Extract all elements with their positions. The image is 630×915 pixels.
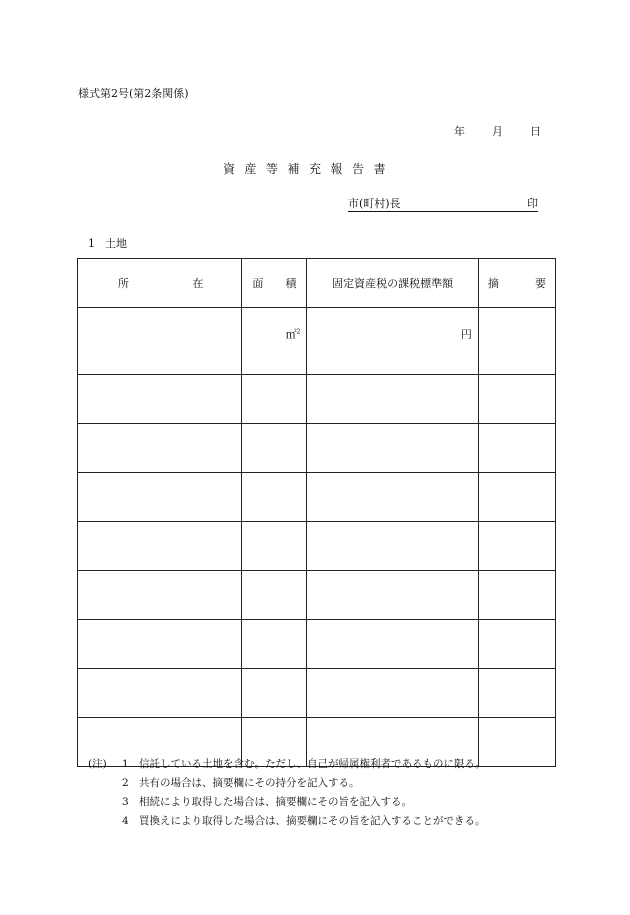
cell-location[interactable]: [78, 669, 242, 718]
cell-tax-value[interactable]: [307, 669, 478, 718]
header-location-char-1: 所: [118, 277, 129, 290]
cell-tax-value[interactable]: [307, 571, 478, 620]
header-location-char-2: 在: [192, 277, 204, 290]
date-year-label: 年: [454, 125, 465, 138]
cell-note[interactable]: [478, 375, 555, 424]
note-text: 共有の場合は、摘要欄にその持分を記入する。: [139, 777, 360, 789]
cell-tax-value[interactable]: [307, 375, 478, 424]
cell-location[interactable]: [78, 308, 242, 375]
cell-tax-value[interactable]: [307, 522, 478, 571]
cell-area[interactable]: [242, 375, 307, 424]
note-label: [88, 774, 122, 793]
notes-block: [88, 755, 486, 831]
note-number: 2: [122, 777, 129, 789]
cell-area[interactable]: [242, 473, 307, 522]
note-text: 相続により取得した場合は、摘要欄にその旨を記入する。: [139, 796, 412, 808]
section-label: 土地: [105, 237, 127, 250]
cell-note[interactable]: [478, 620, 555, 669]
addressee-line: [348, 197, 538, 212]
note-item: [88, 793, 486, 812]
note-number: 3: [122, 796, 129, 808]
cell-location[interactable]: [78, 620, 242, 669]
cell-area[interactable]: [242, 308, 307, 375]
seal-mark: 印: [527, 197, 538, 210]
cell-area[interactable]: [242, 669, 307, 718]
table-row: [78, 473, 556, 522]
header-note-char-1: 摘: [487, 277, 499, 290]
cell-note[interactable]: [478, 473, 555, 522]
table-row: [78, 424, 556, 473]
form-number: 様式第2号(第2条関係): [78, 87, 189, 100]
table-row: [78, 669, 556, 718]
cell-location[interactable]: [78, 522, 242, 571]
cell-location[interactable]: [78, 424, 242, 473]
table-row: [78, 308, 556, 375]
header-note: [478, 259, 555, 308]
date-day-label: 日: [530, 125, 541, 138]
cell-note[interactable]: [478, 571, 555, 620]
note-label: (注): [88, 758, 107, 770]
unit-yen: 円: [460, 328, 472, 341]
cell-tax-value[interactable]: [307, 308, 478, 375]
note-text: 信託している土地を含む。ただし、自己が帰属権利者であるものに限る。: [139, 758, 486, 770]
table-row: [78, 571, 556, 620]
date-month-label: 月: [492, 125, 503, 138]
note-item: [88, 755, 486, 774]
header-area-char-2: 積: [285, 277, 297, 290]
cell-area[interactable]: [242, 522, 307, 571]
note-item: [88, 774, 486, 793]
cell-note[interactable]: [478, 522, 555, 571]
cell-note[interactable]: [478, 669, 555, 718]
cell-location[interactable]: [78, 473, 242, 522]
unit-area: ㎡: [285, 328, 297, 341]
header-note-char-2: 要: [535, 277, 546, 290]
table-row: [78, 522, 556, 571]
note-item: [88, 812, 486, 831]
cell-note[interactable]: [478, 424, 555, 473]
land-table: [77, 258, 556, 767]
header-tax-value: 固定資産税の課税標準額: [307, 259, 478, 308]
cell-area[interactable]: [242, 571, 307, 620]
header-location: [78, 259, 242, 308]
cell-tax-value[interactable]: [307, 620, 478, 669]
table-row: [78, 375, 556, 424]
note-label: [88, 812, 122, 831]
note-label: [88, 793, 122, 812]
table-row: [78, 620, 556, 669]
note-text: 買換えにより取得した場合は、摘要欄にその旨を記入することができる。: [139, 815, 486, 827]
section-heading: [88, 235, 137, 251]
note-number: 1: [122, 758, 129, 770]
cell-area[interactable]: [242, 620, 307, 669]
cell-tax-value[interactable]: [307, 424, 478, 473]
header-area: [242, 259, 307, 308]
unit-area-sup: 2: [296, 328, 301, 336]
cell-note[interactable]: [478, 308, 555, 375]
cell-location[interactable]: [78, 375, 242, 424]
cell-area[interactable]: [242, 424, 307, 473]
header-area-char-1: 面: [252, 277, 264, 290]
cell-tax-value[interactable]: [307, 473, 478, 522]
cell-note[interactable]: [478, 718, 555, 767]
table-header-row: [78, 259, 556, 308]
note-number: 4: [122, 815, 129, 827]
date-line: [454, 123, 541, 139]
document-title: 資産等補充報告書: [223, 162, 396, 176]
cell-location[interactable]: [78, 571, 242, 620]
addressee-text: 市(町村)長: [348, 197, 401, 210]
section-number: 1: [88, 237, 95, 250]
